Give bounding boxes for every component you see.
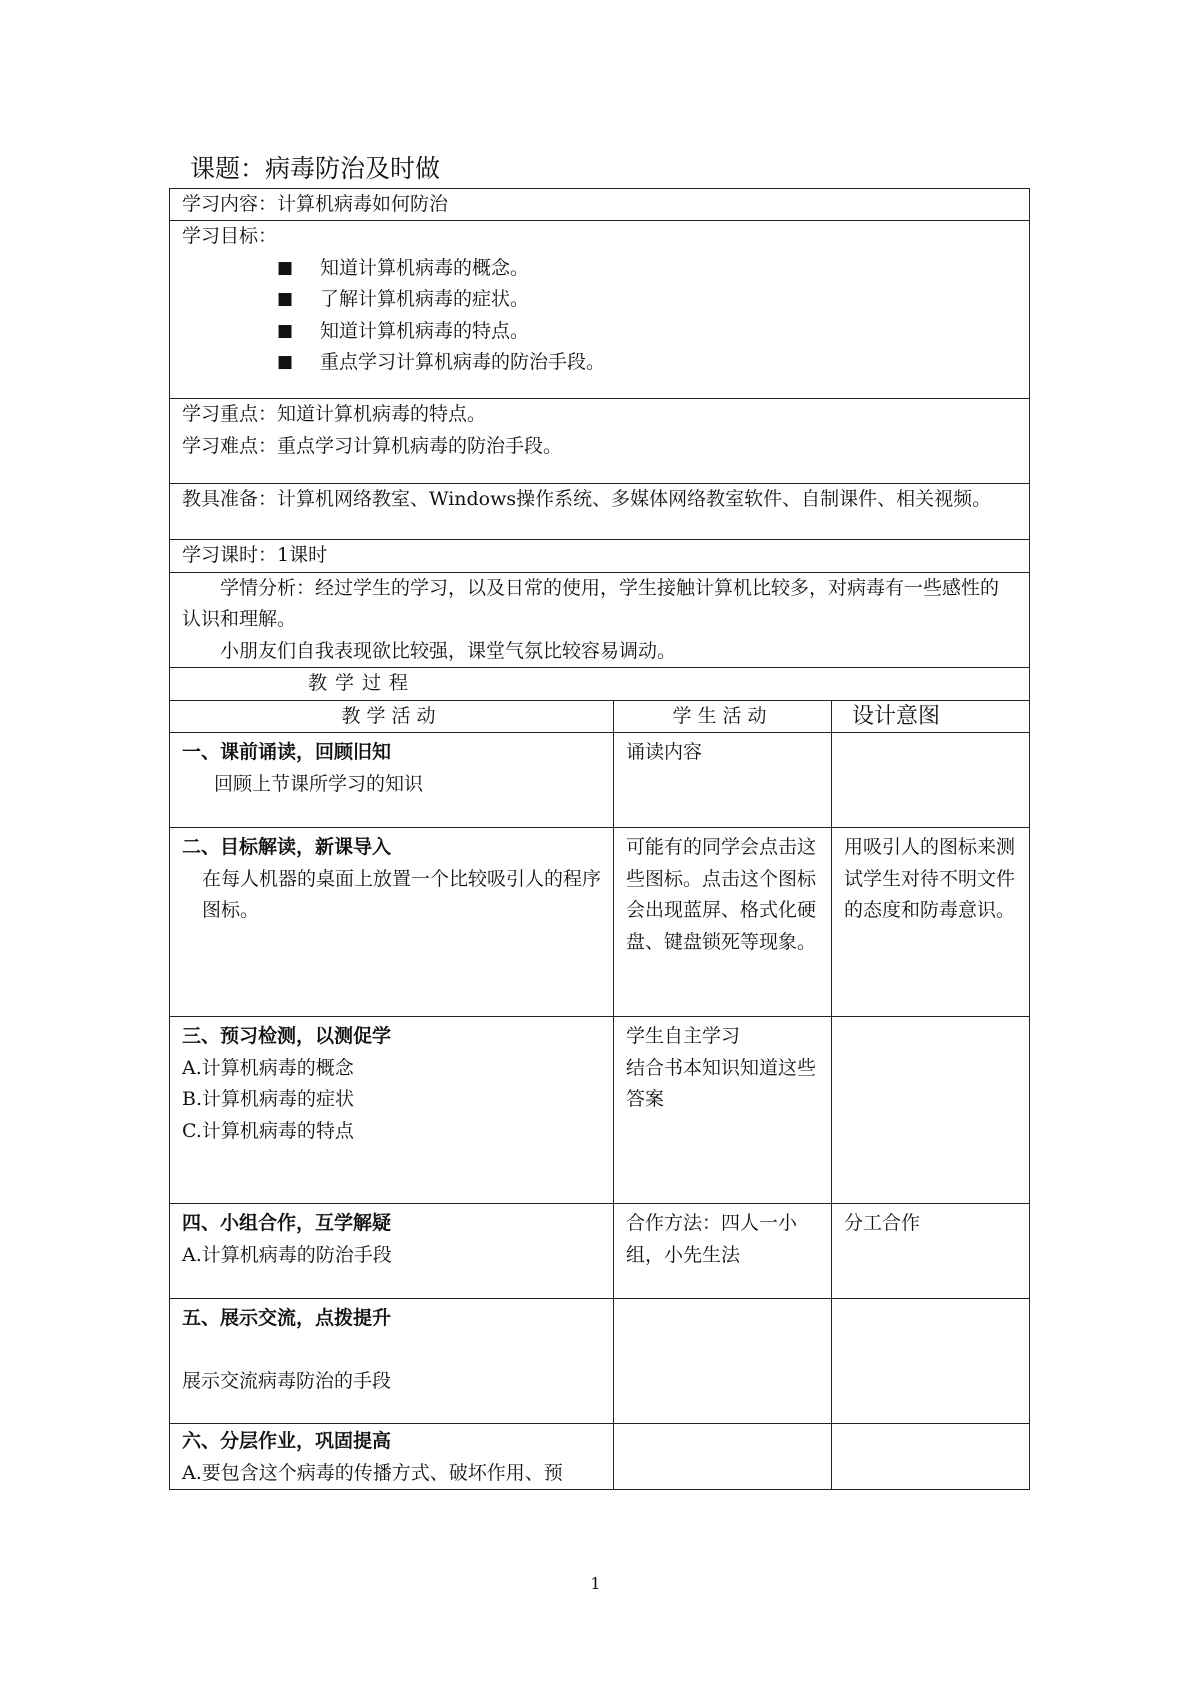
bullet-square-icon: ■: [277, 289, 294, 309]
design-intent: [832, 1299, 1030, 1424]
activity-text: 在每人机器的桌面上放置一个比较吸引人的程序图标。: [202, 867, 602, 921]
lesson-plan-table: [169, 188, 1030, 1490]
student-activity: 诵读内容: [614, 733, 832, 828]
tools-row: [170, 484, 1030, 540]
bullet-square-icon: ■: [277, 352, 294, 372]
key-point: 学习重点：知道计算机病毒的特点。: [182, 403, 487, 425]
activity-heading: 四、小组合作，互学解疑: [182, 1212, 392, 1234]
col-design-intent: 设计意图: [832, 700, 1030, 733]
key-points-row: [170, 399, 1030, 484]
table-row: [170, 733, 1030, 828]
difficulty: 学习难点：重点学习计算机病毒的防治手段。: [182, 434, 563, 457]
bullet-square-icon: ■: [277, 320, 294, 341]
learning-content: 学习内容：计算机病毒如何防治: [170, 189, 1030, 221]
page-title: 课题：病毒防治及时做: [190, 154, 441, 183]
column-header-row: [170, 700, 1030, 733]
activity-heading: 二、目标解读，新课导入: [182, 836, 392, 858]
objectives-row: [170, 221, 1030, 399]
col-teaching-activity: 教学活动: [170, 700, 614, 733]
activity-text: 回顾上节课所学习的知识: [214, 772, 424, 795]
design-intent: 用吸引人的图标来测试学生对待不明文件的态度和防毒意识。: [832, 828, 1030, 1017]
student-activity: [614, 1299, 832, 1424]
table-row: [170, 1017, 1030, 1204]
student-activity: 学生自主学习 结合书本知识知道这些答案: [614, 1017, 832, 1204]
activity-text: C.计算机病毒的特点: [182, 1119, 354, 1142]
activity-heading: 三、预习检测，以测促学: [182, 1025, 392, 1047]
design-intent: [832, 733, 1030, 828]
bullet-square-icon: ■: [277, 257, 294, 278]
analysis-row: [170, 572, 1030, 668]
process-header: 教学过程: [170, 668, 1030, 701]
content-row: [170, 189, 1030, 221]
objective-item: ■ 了解计算机病毒的症状。: [277, 284, 1017, 316]
analysis-paragraph: 小朋友们自我表现欲比较强，课堂气氛比较容易调动。: [220, 639, 677, 662]
table-row: [170, 1424, 1030, 1490]
activity-text: 展示交流病毒防治的手段: [182, 1369, 392, 1392]
activity-heading: 六、分层作业，巩固提高: [182, 1430, 392, 1452]
objectives-label: 学习目标：: [182, 225, 278, 247]
student-activity: 可能有的同学会点击这些图标。点击这个图标会出现蓝屏、格式化硬盘、键盘锁死等现象。: [614, 828, 832, 1017]
analysis-paragraph: 学情分析：经过学生的学习，以及日常的使用，学生接触计算机比较多，对病毒有一些感性的认识和理解。: [182, 576, 1000, 630]
hours-row: [170, 540, 1030, 573]
table-row: [170, 828, 1030, 1017]
process-header-row: [170, 668, 1030, 701]
student-activity: 合作方法：四人一小组，小先生法: [614, 1204, 832, 1299]
activity-text: A.计算机病毒的防治手段: [182, 1243, 392, 1266]
col-student-activity: 学生活动: [614, 700, 832, 733]
class-hours: 学习课时：1课时: [170, 540, 1030, 573]
design-intent: [832, 1424, 1030, 1490]
table-row: [170, 1204, 1030, 1299]
table-row: [170, 1299, 1030, 1424]
objective-item: ■ 知道计算机病毒的概念。: [277, 253, 1017, 285]
activity-heading: 五、展示交流，点拨提升: [182, 1307, 392, 1329]
activity-text: A.要包含这个病毒的传播方式、破坏作用、预: [182, 1461, 563, 1484]
objective-item: ■ 知道计算机病毒的特点。: [277, 316, 1017, 348]
student-activity: [614, 1424, 832, 1490]
objective-item: ■ 重点学习计算机病毒的防治手段。: [277, 347, 1017, 379]
page-number: 1: [590, 1574, 601, 1593]
tools: 教具准备：计算机网络教室、Windows操作系统、多媒体网络教室软件、自制课件、相关视频。: [170, 484, 1030, 540]
objectives-list: [182, 253, 1017, 379]
activity-text: B.计算机病毒的症状: [182, 1088, 355, 1110]
design-intent: [832, 1017, 1030, 1204]
design-intent: 分工合作: [832, 1204, 1030, 1299]
activity-text: A.计算机病毒的概念: [182, 1056, 354, 1079]
activity-heading: 一、课前诵读，回顾旧知: [182, 741, 392, 763]
